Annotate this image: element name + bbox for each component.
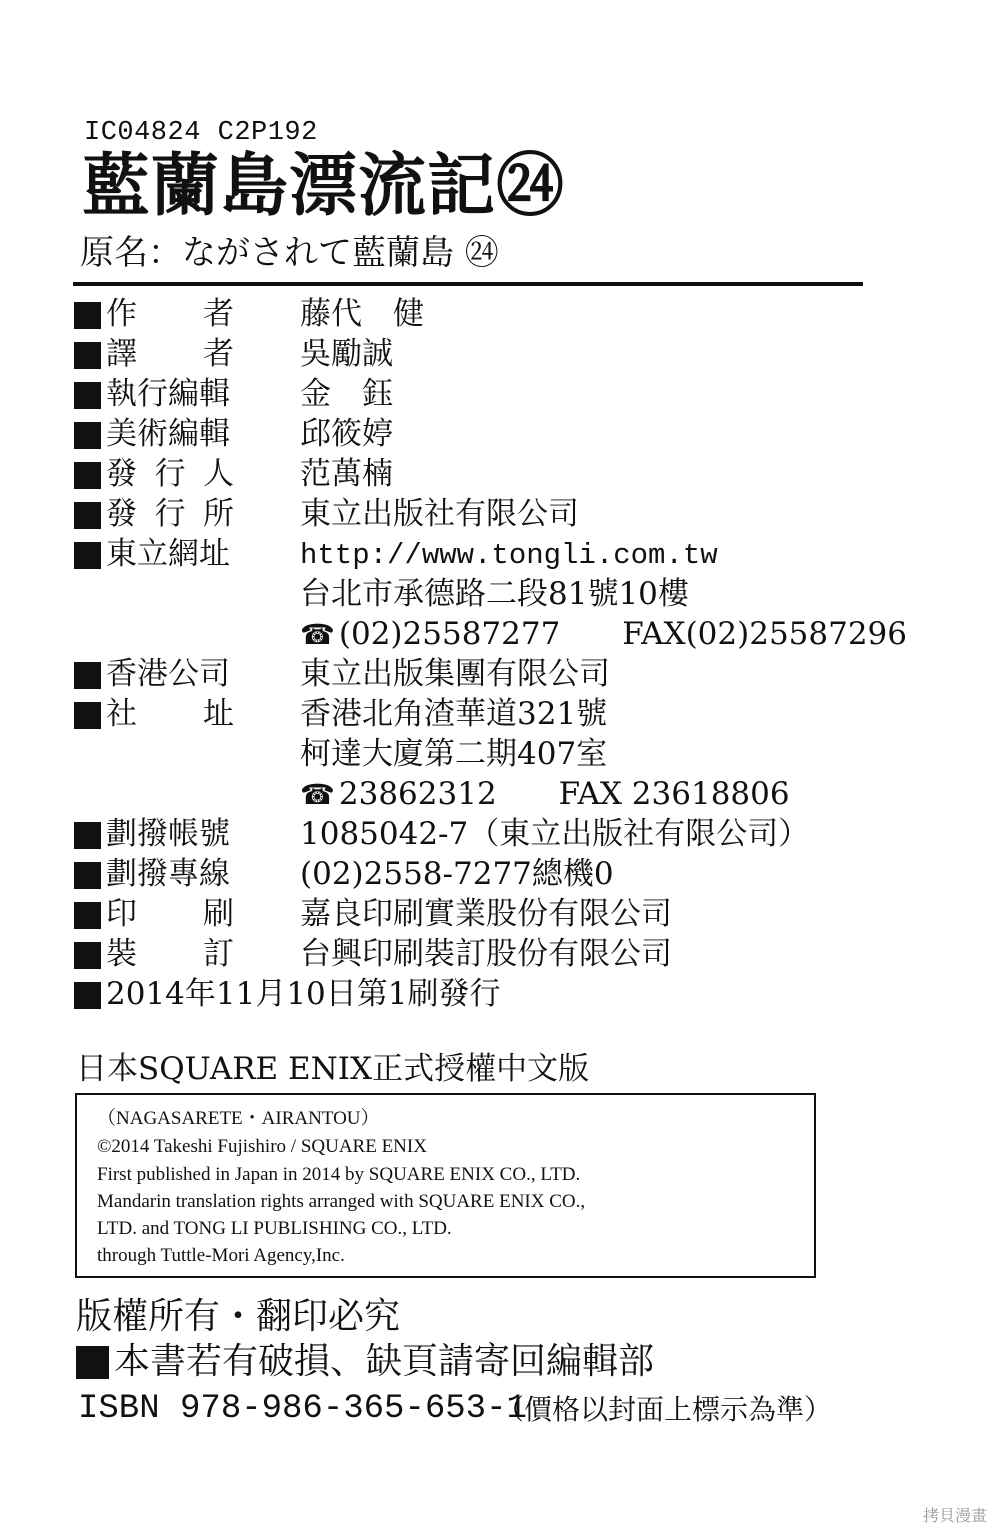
credit-row [74, 417, 974, 453]
credit-value [300, 496, 579, 532]
rights-reserved: 版權所有・翻印必究 [76, 1296, 401, 1337]
credit-row [74, 297, 974, 333]
credit-label: 香港公司 [106, 656, 230, 692]
credit-row [74, 777, 974, 813]
credit-label [106, 496, 234, 532]
credit-value [300, 776, 790, 812]
credit-row [74, 977, 974, 1013]
credit-label [106, 296, 234, 332]
watermark: 拷貝漫畫 [922, 1508, 987, 1525]
credit-label: 2014年11月10日第1刷發行 [106, 976, 501, 1012]
credit-row [74, 457, 974, 493]
credit-row [74, 537, 974, 573]
credit-row [74, 337, 974, 373]
credit-value [300, 541, 718, 570]
credit-label [106, 456, 234, 492]
copyright-line: LTD. and TONG LI PUBLISHING CO., LTD. [97, 1218, 452, 1239]
damage-notice: 本書若有破損、缺頁請寄回編輯部 [114, 1341, 655, 1382]
credit-value-text: 23862312 FAX 23618806 [338, 776, 790, 812]
credit-value [300, 456, 393, 492]
credit-label [106, 696, 234, 732]
credit-label: 東立網址 [106, 536, 230, 572]
credit-value-text: (02)2558-7277總機0 [300, 856, 614, 892]
copyright-line: ©2014 Takeshi Fujishiro / SQUARE ENIX [97, 1136, 427, 1157]
credit-value-text: 藤代 健 [300, 296, 424, 332]
bullet-square [74, 862, 101, 889]
credit-value [300, 656, 610, 692]
credit-value-text: 嘉良印刷實業股份有限公司 [300, 896, 672, 932]
credit-value [300, 736, 608, 772]
credit-value [300, 896, 672, 932]
bullet-square [74, 902, 101, 929]
credit-value-text: 邱筱婷 [300, 416, 393, 452]
copyright-box [75, 1093, 816, 1278]
credit-value-text: 香港北角渣華道321號 [300, 696, 608, 732]
credit-label: 劃撥帳號 [106, 816, 230, 852]
credit-value-text: 東立出版社有限公司 [300, 496, 579, 532]
label-char: 人 [203, 456, 234, 492]
credit-value-text: 東立出版集團有限公司 [300, 656, 610, 692]
bullet-square [74, 422, 101, 449]
credit-value-text: 1085042-7（東立出版社有限公司） [300, 816, 810, 852]
label-char: 裝 [106, 936, 137, 972]
label-char: 社 [106, 696, 137, 732]
credit-value [300, 336, 393, 372]
credit-value-text: (02)25587277 FAX(02)25587296 [338, 616, 908, 652]
bullet-square [74, 382, 101, 409]
credit-value-text: 台興印刷裝訂股份有限公司 [300, 936, 672, 972]
credit-label [106, 336, 234, 372]
label-char: 所 [203, 496, 234, 532]
credit-value-text: 柯達大廈第二期407室 [300, 736, 608, 772]
bullet-square [74, 702, 101, 729]
label-char: 址 [203, 696, 234, 732]
credit-label: 執行編輯 [106, 376, 230, 412]
bullet-square [74, 462, 101, 489]
credit-value [300, 616, 908, 652]
credit-value [300, 936, 672, 972]
credit-row [74, 817, 974, 853]
credit-row [74, 497, 974, 533]
credit-value [300, 696, 608, 732]
copyright-line: Mandarin translation rights arranged with SQUARE ENIX CO., [97, 1191, 586, 1212]
label-char: 作 [106, 296, 137, 332]
phone-icon: ☎ [300, 778, 335, 811]
credit-label [106, 936, 234, 972]
product-codes: IC04824 C2P192 [84, 118, 318, 148]
bullet-square [74, 942, 101, 969]
credit-row [74, 937, 974, 973]
credit-label: 劃撥專線 [106, 856, 230, 892]
credit-value [300, 856, 614, 892]
phone-icon: ☎ [300, 618, 335, 651]
label-char: 譯 [106, 336, 137, 372]
credit-row [74, 697, 974, 733]
book-title: 藍蘭島漂流記㉔ [82, 146, 566, 226]
bullet-square [74, 342, 101, 369]
original-title: 原名：ながされて藍蘭島 ㉔ [80, 233, 499, 273]
credit-value-text: 范萬楠 [300, 456, 393, 492]
credit-value-text: 金 鈺 [300, 376, 393, 412]
label-char: 刷 [203, 896, 234, 932]
credit-value [300, 576, 689, 612]
copyright-line: through Tuttle-Mori Agency,Inc. [97, 1245, 345, 1266]
label-char: 行 [154, 496, 186, 532]
credit-row [74, 657, 974, 693]
copyright-line: First published in Japan in 2014 by SQUARE ENIX CO., LTD. [97, 1164, 581, 1185]
credit-value [300, 816, 810, 852]
bullet-square [74, 302, 101, 329]
credit-row [74, 737, 974, 773]
label-char: 印 [106, 896, 137, 932]
bullet-square [74, 542, 101, 569]
bullet-square [74, 822, 101, 849]
bullet-square [74, 502, 101, 529]
bullet-square [74, 982, 101, 1009]
copyright-line: （NAGASARETE・AIRANTOU） [97, 1108, 380, 1129]
credit-value-text: 吳勵誠 [300, 336, 393, 372]
credit-value-text: http://www.tongli.com.tw [300, 539, 718, 572]
label-char: 者 [203, 296, 234, 332]
credit-value [300, 376, 393, 412]
bullet-square [76, 1346, 109, 1379]
credit-value-text: 台北市承德路二段81號10樓 [300, 576, 689, 612]
title-divider [73, 282, 863, 286]
price-note: （價格以封面上標示為準） [496, 1393, 833, 1426]
authorization-note: 日本SQUARE ENIX正式授權中文版 [76, 1051, 590, 1087]
credit-label [106, 896, 234, 932]
label-char: 者 [203, 336, 234, 372]
credit-value [300, 416, 393, 452]
label-char: 發 [106, 456, 137, 492]
label-char: 發 [106, 496, 137, 532]
credit-label: 美術編輯 [106, 416, 230, 452]
credit-row [74, 577, 974, 613]
isbn: ISBN 978-986-365-653-1 [78, 1390, 527, 1428]
credit-row [74, 857, 974, 893]
label-char: 訂 [203, 936, 234, 972]
credit-row [74, 897, 974, 933]
bullet-square [74, 662, 101, 689]
credit-row [74, 617, 974, 653]
credit-value [300, 296, 424, 332]
credit-row [74, 377, 974, 413]
label-char: 行 [154, 456, 186, 492]
